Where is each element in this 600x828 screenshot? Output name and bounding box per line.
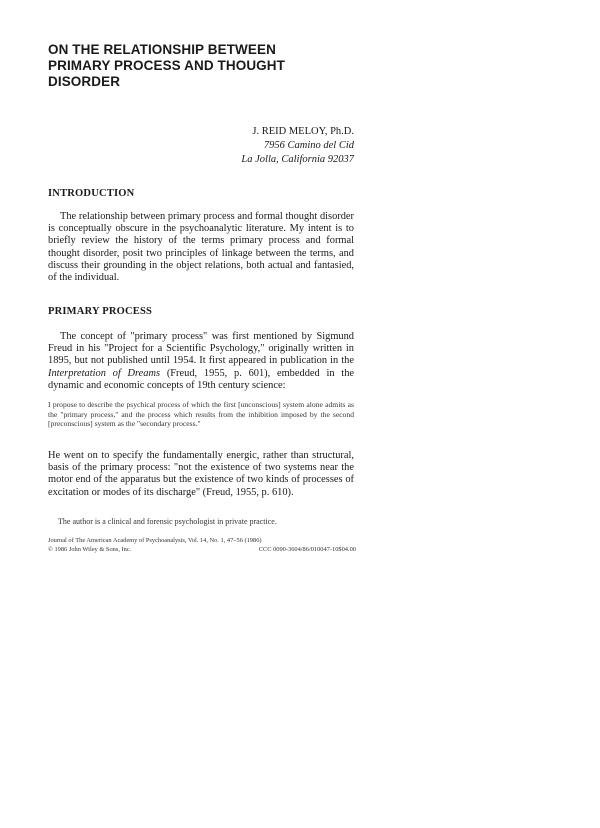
introduction-paragraph: The relationship between primary process and formal thought disorder is conceptually obscure in the psychoanalytic literature. My intent is to briefly review the history of the terms primary process and formal thought disorder, posit two principles of linkage between the terms, and discuss their grounding in the object relations, both actual and fantasied, of the individual. (48, 211, 354, 284)
author-note: The author is a clinical and forensic psychologist in private practice. (58, 517, 277, 526)
author-name: J. REID MELOY, Ph.D. (252, 126, 354, 137)
paragraph-text: The concept of "primary process" was first mentioned by Sigmund Freud in his "Project for a Scientific Psychology," originally written in 1895, but not published until 1954. It first appeared in publication in the (48, 331, 354, 367)
paragraph-text: (Freud, 1955, p. 601), embedded in the dynamic and economic concepts of 19th century science: (48, 367, 354, 391)
author-street: 7956 Camino del Cid (263, 140, 354, 151)
author-block (241, 125, 354, 167)
author-city: La Jolla, California 92037 (241, 154, 354, 165)
article-title (48, 42, 348, 90)
freud-quote: I propose to describe the psychical process of which the first [unconscious] system alone admits as the "primary process," and the process which results from the inhibition imposed by the second [preconscious] system as the "secondary process." (48, 400, 354, 429)
book-title: Interpretation of Dreams (48, 367, 161, 379)
title-line: DISORDER (48, 74, 121, 89)
title-line: ON THE RELATIONSHIP BETWEEN (48, 42, 276, 57)
footer-row (48, 545, 356, 554)
title-line: PRIMARY PROCESS AND THOUGHT (48, 58, 285, 73)
primary-process-heading: PRIMARY PROCESS (48, 306, 153, 317)
primary-process-paragraph-1 (48, 331, 354, 392)
journal-citation: Journal of The American Academy of Psychoanalysis, Vol. 14, No. 1, 47–56 (1986) (48, 537, 262, 544)
journal-footer (48, 536, 356, 554)
primary-process-paragraph-2: He went on to specify the fundamentally energic, rather than structural, basis of the primary process: "not the existence of two systems near the motor end of the apparatus but the existence of two kinds of processes of excitation or modes of its discharge" (Freud, 1955, p. 610). (48, 450, 354, 498)
ccc-code: CCC 0090-3604/86/010047-10$04.00 (258, 546, 356, 553)
copyright: © 1986 John Wiley & Sons, Inc. (48, 546, 132, 553)
introduction-heading: INTRODUCTION (48, 188, 135, 199)
